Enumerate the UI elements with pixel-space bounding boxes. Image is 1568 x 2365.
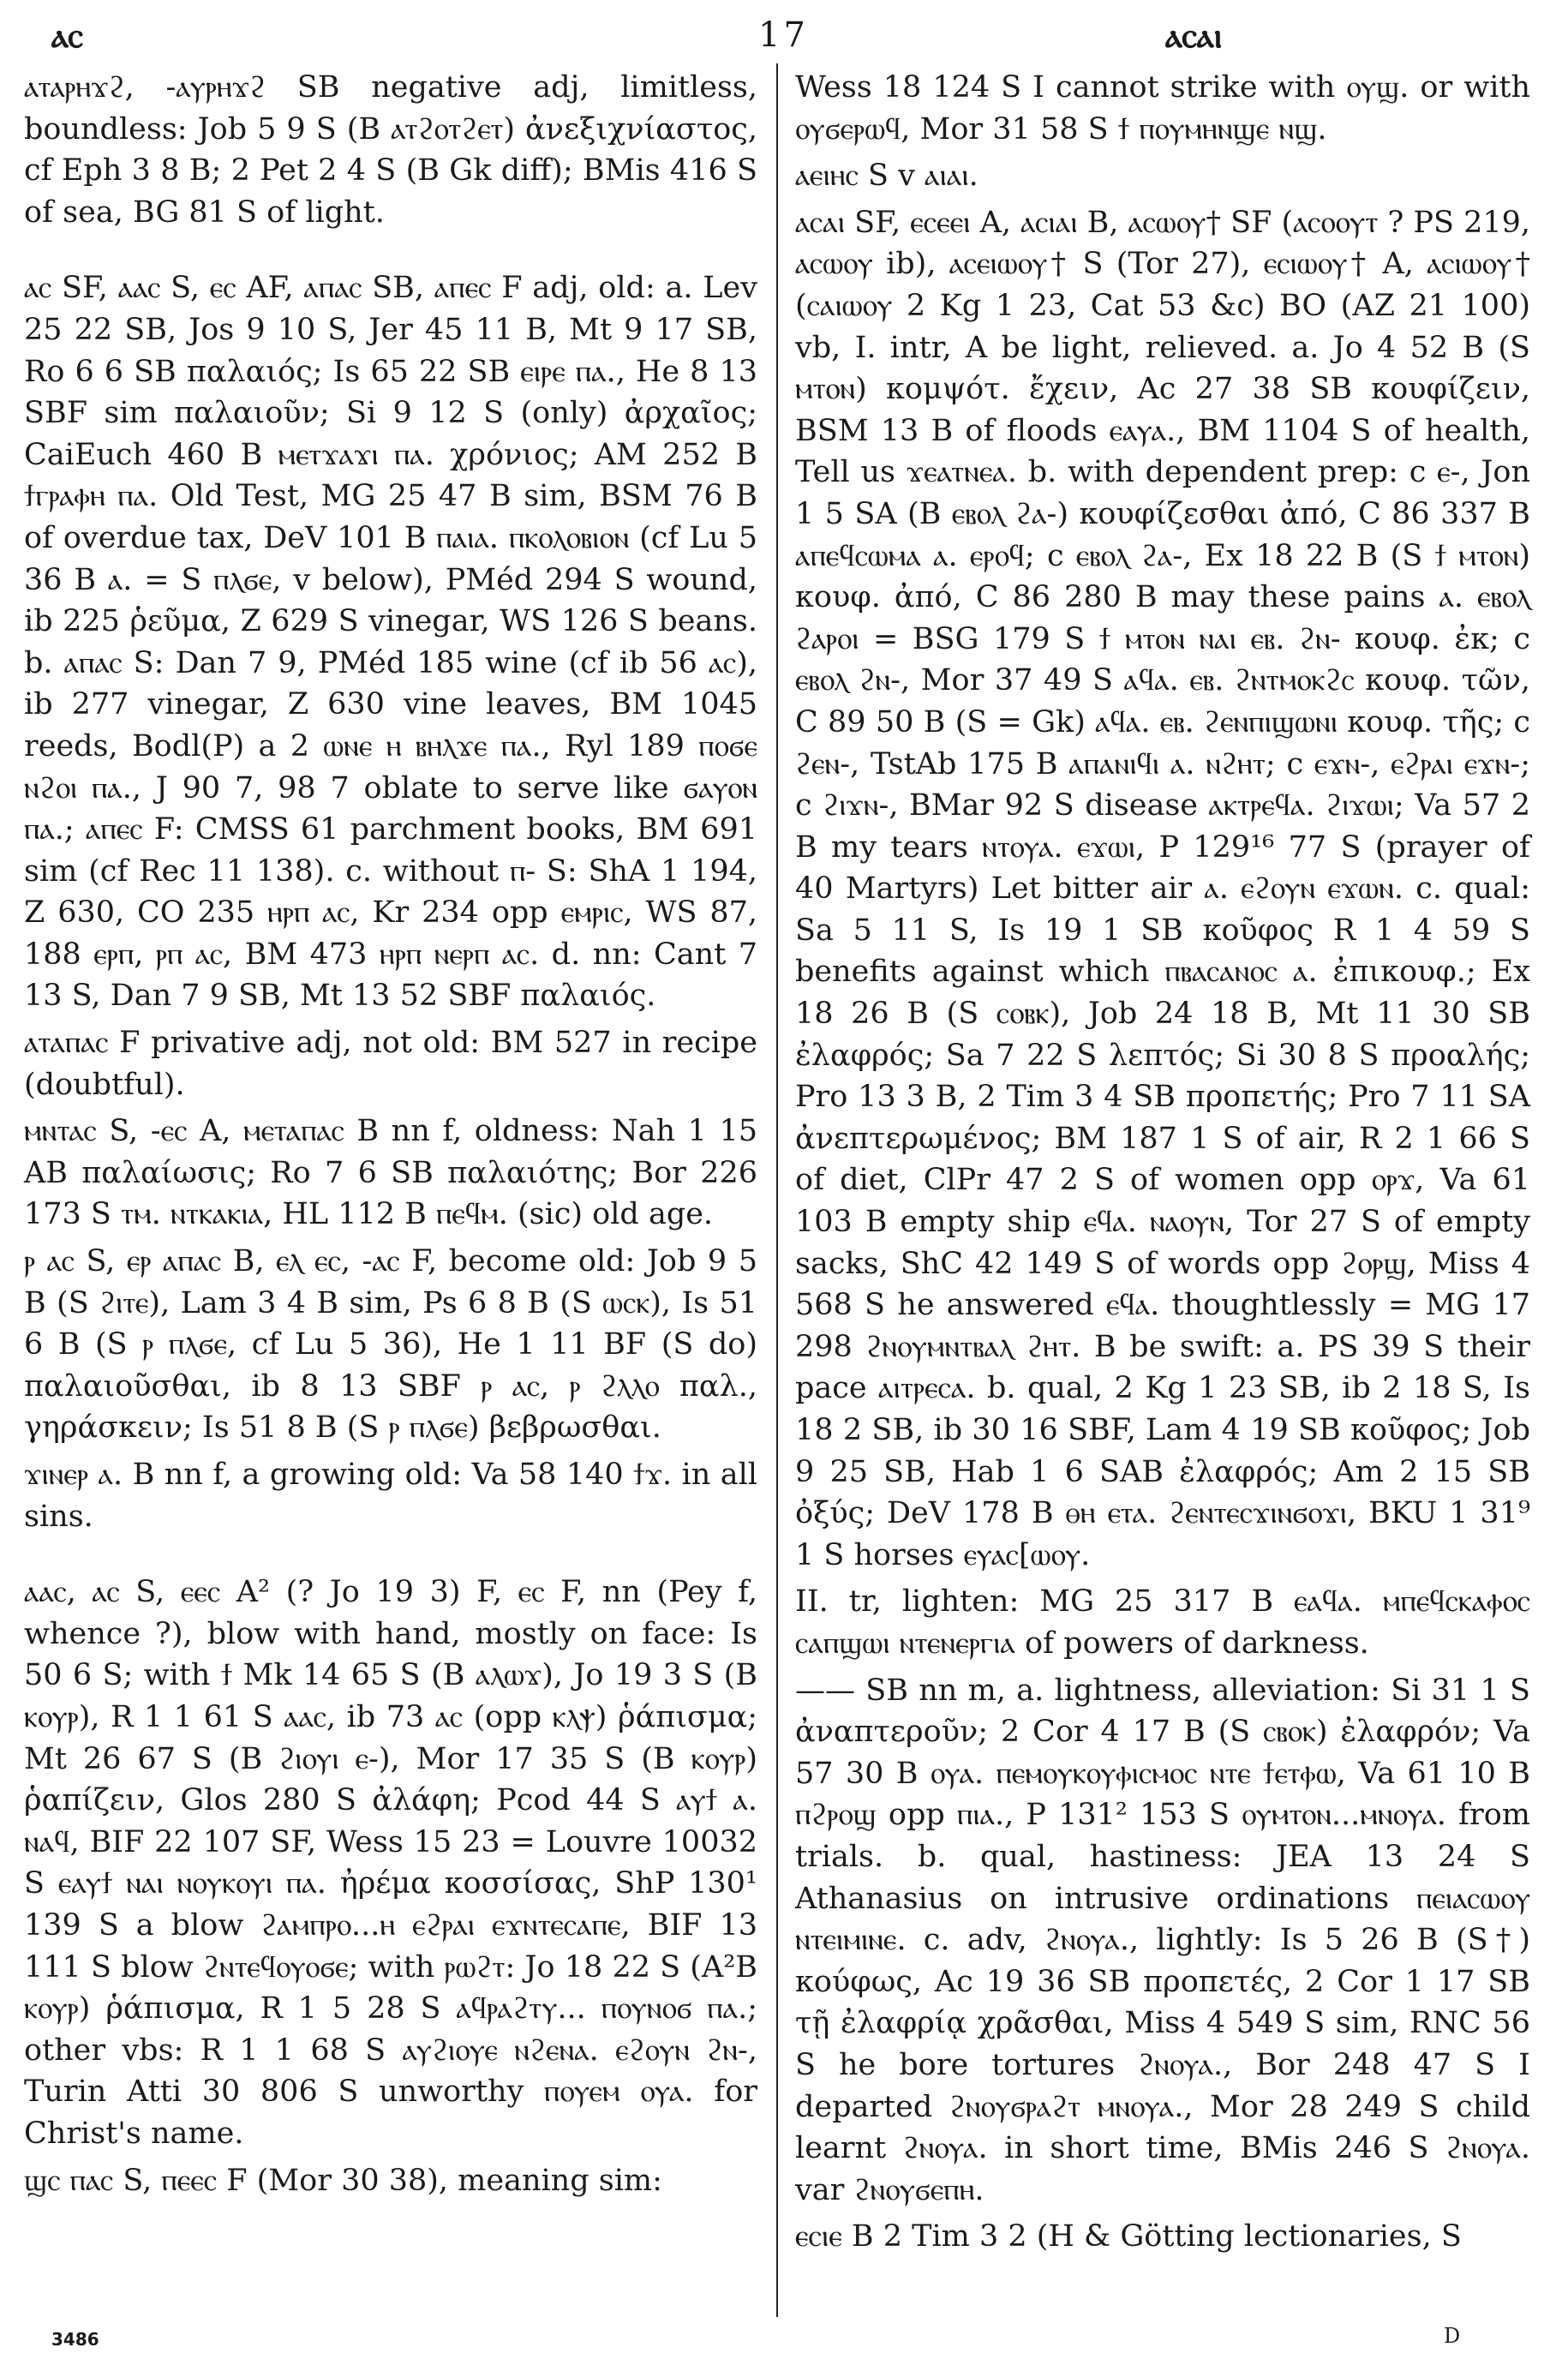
entry-aeihs: ⲁⲉⲓⲏⲥ S v ⲁⲓⲁⲓ. xyxy=(795,159,979,194)
entry-r-as: ⲣ ⲁⲥ S, ⲉⲣ ⲁⲡⲁⲥ B, ⲉⲗ ⲉⲥ, -ⲁⲥ F, become old: Job 9 5 B (S ϩⲓⲧⲉ), Lam 3 4 B sim, Ps 6 8 B (S ⲱⲥⲕ), Is 51 6 B (S ⲣ ⲡⲗϭⲉ, cf Lu 5 36), He 1 11 BF (S do) παλαιοῦσθαι, ib 8 13 SBF ⲣ ⲁⲥ, ⲣ ϩⲗⲗⲟ παλ., γηράσκειν; Is 51 8 B (S ⲣ ⲡⲗϭⲉ) βεβρωσθαι. xyxy=(24,1244,757,1446)
entry-esie: ⲉⲥⲓⲉ B 2 Tim 3 2 (H & Götting lectionaries, S xyxy=(795,2219,1462,2254)
left-column xyxy=(24,67,757,2206)
gathering-mark: D xyxy=(1444,2324,1461,2348)
page-number: 17 xyxy=(758,15,809,55)
column-divider xyxy=(776,63,778,2317)
entry-asai-tr: II. tr, lighten: MG 25 317 B ⲉⲁϥⲁ. ⲙⲡⲉϥⲥⲕⲁⲫⲟⲥ ⲥⲁⲡϣⲱⲓ ⲛⲧⲉⲛⲉⲣⲅⲓⲁ of powers of darkness. xyxy=(795,1584,1530,1661)
entry-mntas: ⲙⲛⲧⲁⲥ S, -ⲉⲥ A, ⲙⲉⲧⲁⲡⲁⲥ B nn f, oldness: Nah 1 15 AB παλαίωσις; Ro 7 6 SB παλαιότης; Bor 226 173 S ⲧⲙ. ⲛⲧⲕⲁⲕⲓⲁ, HL 112 B ⲡⲉϥⲙ. (sic) old age. xyxy=(24,1114,757,1232)
entry-atapas: ⲁⲧⲁⲡⲁⲥ F privative adj, not old: BM 527 in recipe (doubtful). xyxy=(24,1026,757,1102)
printer-signature: 3486 xyxy=(51,2329,99,2350)
running-head xyxy=(34,15,1534,58)
entry-asai-nn: —— SB nn m, a. lightness, alleviation: Si 31 1 S ἀναπτεροῦν; 2 Cor 4 17 B (S ⲥⲃⲟⲕ) ἐλαφρόν; Va 57 30 B ⲟⲩⲁ. ⲡⲉⲙⲟⲩⲕⲟⲩⲫⲓⲥⲙⲟⲥ ⲛⲧⲉ ϯⲉⲧⲫⲱ, Va 61 10 B ⲡϩⲣⲟϣ opp ⲡⲓⲁ., P 131² 153 S ⲟⲩⲙⲧⲟⲛ...ⲙⲛⲟⲩⲁ. from trials. b. qual, hastiness: JEA 13 24 S Athanasius on intrusive ordinations ⲡⲉⲓⲁⲥⲱⲟⲩ ⲛⲧⲉⲓⲙⲓⲛⲉ. c. adv, ϩⲛⲟⲩⲁ., lightly: Is 5 26 B (S†) κούφως, Ac 19 36 SB προπετές, 2 Cor 1 17 SB τῇ ἐλαφρίᾳ χρᾶσθαι, Miss 4 549 S sim, RNC 56 S he bore tortures ϩⲛⲟⲩⲁ., Bor 248 47 S I departed ϩⲛⲟⲩϭⲣⲁϩⲧ ⲙⲛⲟⲩⲁ., Mor 28 249 S child learnt ϩⲛⲟⲩⲁ. in short time, BMis 246 S ϩⲛⲟⲩⲁ. var ϩⲛⲟⲩϭⲉⲡⲏ. xyxy=(795,1673,1530,2207)
running-head-right-word: ⲁⲥⲁⲓ xyxy=(1165,15,1223,56)
entry-as: ⲁⲥ SF, ⲁⲁⲥ S, ⲉⲥ AF, ⲁⲡⲁⲥ SB, ⲁⲡⲉⲥ F adj, old: a. Lev 25 22 SB, Jos 9 10 S, Jer 45 11 B, Mt 9 17 SB, Ro 6 6 SB παλαιός; Is 65 22 SB ⲉⲓⲣⲉ ⲡⲁ., He 8 13 SBF sim παλαιοῦν; Si 9 12 S (only) ἀρχαῖος; CaiEuch 460 B ⲙⲉⲧϫⲁϫⲓ ⲡⲁ. χρόνιος; AM 252 B ϯⲅⲣⲁⲫⲏ ⲡⲁ. Old Test, MG 25 47 B sim, BSM 76 B of overdue tax, DeV 101 B ⲡⲁⲓⲁ. ⲡⲕⲟⲗⲟⲃⲓⲟⲛ (cf Lu 5 36 B ⲁ. = S ⲡⲗϭⲉ, v below), PMéd 294 S wound, ib 225 ῥεῦμα, Z 629 S vinegar, WS 126 S beans. b. ⲁⲡⲁⲥ S: Dan 7 9, PMéd 185 wine (cf ib 56 ⲁⲥ), ib 277 vinegar, Z 630 vine leaves, BM 1045 reeds, Bodl(P) a 2 ⲱⲛⲉ ⲏ ⲃⲏⲗϫⲉ ⲡⲁ., Ryl 189 ⲡⲟϭⲉ ⲛϩⲟⲓ ⲡⲁ., J 90 7, 98 7 oblate to serve like ϭⲁⲩⲟⲛ ⲡⲁ.; ⲁⲡⲉⲥ F: CMSS 61 parchment books, BM 691 sim (cf Rec 11 138). c. without ⲡ- S: ShA 1 194, Z 630, CO 235 ⲏⲣⲡ ⲁⲥ, Kr 234 opp ⲉⲙⲣⲓⲥ, WS 87, 188 ⲉⲣⲡ, ⲣⲡ ⲁⲥ, BM 473 ⲏⲣⲡ ⲛⲉⲣⲡ ⲁⲥ. d. nn: Cant 7 13 S, Dan 7 9 SB, Mt 13 52 SBF παλαιός. xyxy=(24,271,757,1014)
running-head-left-word: ⲁⲥ xyxy=(51,15,83,56)
entry-continuation: Wess 18 124 S I cannot strike with ⲟⲩϣ. or with ⲟⲩϭⲉⲣⲱϥ, Mor 31 58 S ϯ ⲡⲟⲩⲙⲏⲛϣⲉ ⲛϣ. xyxy=(795,70,1530,147)
right-column xyxy=(795,67,1530,2263)
entry-asai: ⲁⲥⲁⲓ SF, ⲉⲥⲉⲉⲓ A, ⲁⲥⲓⲁⲓ B, ⲁⲥⲱⲟⲩ† SF (ⲁⲥⲟⲟⲩⲧ ? PS 219, ⲁⲥⲱⲟⲩ ib), ⲁⲥⲉⲓⲱⲟⲩ† S (Tor 27), ⲉⲥⲓⲱⲟⲩ† A, ⲁⲥⲓⲱⲟⲩ† (ⲥⲁⲓⲱⲟⲩ 2 Kg 1 23, Cat 53 &c) BO (AZ 21 100) vb, I. intr, A be light, relieved. a. Jo 4 52 B (S ⲙⲧⲟⲛ) κομψότ. ἔχειν, Ac 27 38 SB κουφίζειν, BSM 13 B of floods ⲉⲁⲩⲁ., BM 1104 S of health, Tell us ϫⲉⲁⲧⲛⲉⲁ. b. with dependent prep: c ⲉ-, Jon 1 5 SA (B ⲉⲃⲟⲗ ϩⲁ-) κουφίζεσθαι ἀπό, C 86 337 B ⲁⲡⲉϥⲥⲱⲙⲁ ⲁ. ⲉⲣⲟϥ; c ⲉⲃⲟⲗ ϩⲁ-, Ex 18 22 B (S ϯ ⲙⲧⲟⲛ) κουφ. ἀπό, C 86 280 B may these pains ⲁ. ⲉⲃⲟⲗ ϩⲁⲣⲟⲓ = BSG 179 S ϯ ⲙⲧⲟⲛ ⲛⲁⲓ ⲉⲃ. ϩⲛ- κουφ. ἐκ; c ⲉⲃⲟⲗ ϩⲛ-, Mor 37 49 S ⲁϥⲁ. ⲉⲃ. ϩⲛⲧⲙⲟⲕϩⲥ κουφ. τῶν, C 89 50 B (S = Gk) ⲁϥⲁ. ⲉⲃ. ϩⲉⲛⲡⲓϣⲱⲛⲓ κουφ. τῆς; c ϩⲉⲛ-, TstAb 175 B ⲁⲡⲁⲛⲓϥⲓ ⲁ. ⲛϩⲏⲧ; c ⲉϫⲛ-, ⲉϩⲣⲁⲓ ⲉϫⲛ-; c ϩⲓϫⲛ-, BMar 92 S disease ⲁⲕⲧⲣⲉϥⲁ. ϩⲓϫⲱⲓ; Va 57 2 B my tears ⲛⲧⲟⲩⲁ. ⲉϫⲱⲓ, P 129¹⁶ 77 S (prayer of 40 Martyrs) Let bitter air ⲁ. ⲉϩⲟⲩⲛ ⲉϫⲱⲛ. c. qual: Sa 5 11 S, Is 19 1 SB κοῦφος R 1 4 59 S benefits against which ⲡⲃⲁⲥⲁⲛⲟⲥ ⲁ. ἐπικουφ.; Ex 18 26 B (S ⲥⲟⲃⲕ), Job 24 18 B, Mt 11 30 SB ἐλαφρός; Sa 7 22 S λεπτός; Si 30 8 S προαλής; Pro 13 3 B, 2 Tim 3 4 SB προπετής; Pro 7 11 SA ἀνεπτερωμένος; BM 187 1 S of air, R 2 1 66 S of diet, ClPr 47 2 S of women opp ⲟⲣϫ, Va 61 103 B empty ship ⲉϥⲁ. ⲛⲁⲟⲩⲛ, Tor 27 S of empty sacks, ShC 42 149 S of words opp ϩⲟⲣϣ, Miss 4 568 S he answered ⲉϥⲁ. thoughtlessly = MG 17 298 ϩⲛⲟⲩⲙⲛⲧⲃⲁⲗ ϩⲏⲧ. B be swift: a. PS 39 S their pace ⲁⲓⲧⲣⲉⲥⲁ. b. qual, 2 Kg 1 23 SB, ib 2 18 S, Is 18 2 SB, ib 30 16 SBF, Lam 4 19 SB κοῦφος; Job 9 25 SB, Hab 1 6 SAB ἐλαφρός; Am 2 15 SB ὀξύς; DeV 178 B ⲑⲏ ⲉⲧⲁ. ϩⲉⲛⲧⲉⲥϫⲓⲛϭⲟϫⲓ, BKU 1 31⁹ 1 S horses ⲉⲩⲁⲥ[ⲱⲟⲩ. xyxy=(795,205,1530,1572)
entry-aas: ⲁⲁⲥ, ⲁⲥ S, ⲉⲉⲥ A² (? Jo 19 3) F, ⲉⲥ F, nn (Pey f, whence ?), blow with hand, mostly on face: Is 50 6 S; with ϯ Mk 14 65 S (B ⲁⲗⲱϫ), Jo 19 3 S (B ⲕⲟⲩⲣ), R 1 1 61 S ⲁⲁⲥ, ib 73 ⲁⲥ (opp ⲕⲗⲯ) ῥάπισμα; Mt 26 67 S (B ϩⲓⲟⲩⲓ ⲉ-), Mor 17 35 S (B ⲕⲟⲩⲣ) ῥαπίζειν, Glos 280 S ἀλάφη; Pcod 44 S ⲁⲩϯ ⲁ. ⲛⲁϥ, BIF 22 107 SF, Wess 15 23 = Louvre 10032 S ⲉⲁⲩϯ ⲛⲁⲓ ⲛⲟⲩⲕⲟⲩⲓ ⲡⲁ. ἠρέμα κοσσίσας, ShP 130¹ 139 S a blow ϩⲁⲙⲡⲣⲟ...ⲏ ⲉϩⲣⲁⲓ ⲉϫⲛⲧⲉⲥⲁⲡⲉ, BIF 13 111 S blow ϩⲛⲧⲉϥⲟⲩⲟϭⲉ; with ⲣⲱϩⲧ: Jo 18 22 S (A²B ⲕⲟⲩⲣ) ῥάπισμα, R 1 5 28 S ⲁϥⲣⲁϩⲧⲩ... ⲡⲟⲩⲛⲟϭ ⲡⲁ.; other vbs: R 1 1 68 S ⲁⲩϩⲓⲟⲩⲉ ⲛϩⲉⲛⲁ. ⲉϩⲟⲩⲛ ϩⲛ-, Turin Atti 30 806 S unworthy ⲡⲟⲩⲉⲙ ⲟⲩⲁ. for Christ's name. xyxy=(24,1575,757,2151)
entry-jiner-a: ϫⲓⲛⲉⲣ ⲁ. B nn f, a growing old: Va 58 140 ϯϫ. in all sins. xyxy=(24,1458,757,1534)
entry-atarhjh: ⲁⲧⲁⲣⲏϫϩ, -ⲁⲩⲣⲏϫϩ SB negative adj, limitless, boundless: Job 5 9 S (B ⲁⲧϩⲟⲧϩⲉⲧ) ἀνεξιχνίαστος, cf Eph 3 8 B; 2 Pet 2 4 S (B Gk diff); BMis 416 S of sea, BG 81 S of light. xyxy=(24,70,757,230)
entry-shs-pas: ϣⲥ ⲡⲁⲥ S, ⲡⲉⲉⲥ F (Mor 30 38), meaning sim: xyxy=(24,2163,662,2198)
